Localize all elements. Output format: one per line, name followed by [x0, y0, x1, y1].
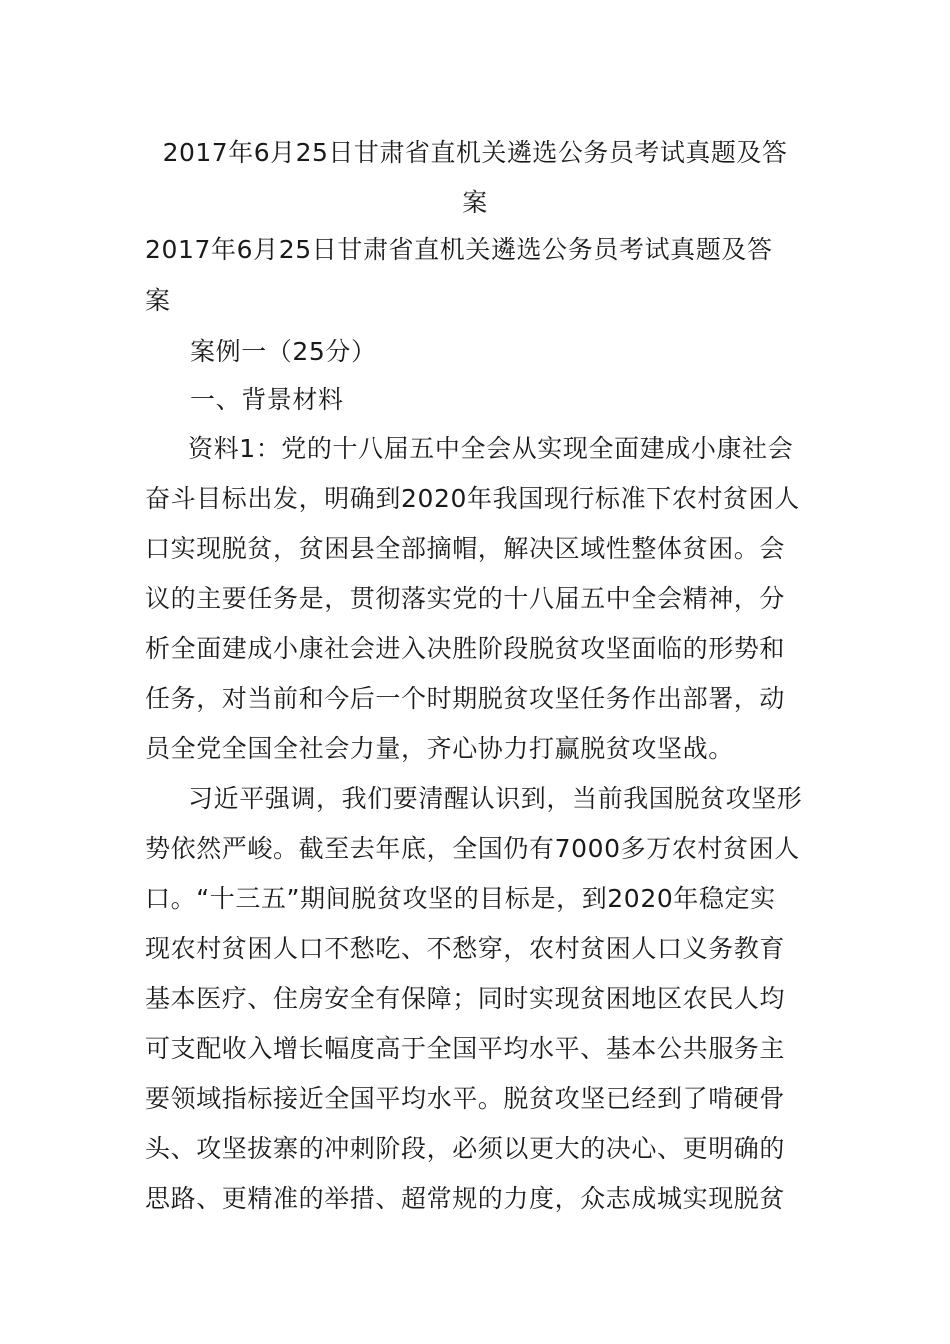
section-case-heading: 案例一（25分）: [190, 337, 377, 366]
paragraph-line: 现农村贫困人口不愁吃、不愁穿，农村贫困人口义务教育: [145, 934, 786, 963]
paragraph-line: 任务，对当前和今后一个时期脱贫攻坚任务作出部署，动: [145, 684, 786, 713]
paragraph-line: 奋斗目标出发，明确到2020年我国现行标准下农村贫困人: [145, 484, 800, 513]
section-background-heading: 一、背景材料: [190, 385, 344, 414]
paragraph-line: 议的主要任务是，贯彻落实党的十八届五中全会精神，分: [145, 584, 786, 613]
document-title: [140, 128, 810, 228]
paragraph-line: 习近平强调，我们要清醒认识到，当前我国脱贫攻坚形: [188, 784, 803, 813]
title-repeat-line-2: 案: [145, 286, 171, 315]
paragraph-line: 口实现脱贫，贫困县全部摘帽，解决区域性整体贫困。会: [145, 534, 786, 563]
title-line-2: 案: [462, 188, 488, 217]
paragraph-line: 资料1：党的十八届五中全会从实现全面建成小康社会: [188, 434, 794, 463]
paragraph-line: 口。“十三五”期间脱贫攻坚的目标是，到2020年稳定实: [145, 884, 776, 913]
paragraph-line: 势依然严峻。截至去年底，全国仍有7000多万农村贫困人: [145, 834, 800, 863]
paragraph-line: 要领域指标接近全国平均水平。脱贫攻坚已经到了啃硬骨: [145, 1084, 786, 1113]
paragraph-line: 头、攻坚拔寨的冲刺阶段，必须以更大的决心、更明确的: [145, 1134, 786, 1163]
paragraph-line: 员全党全国全社会力量，齐心协力打赢脱贫攻坚战。: [145, 734, 734, 763]
paragraph-line: 可支配收入增长幅度高于全国平均水平、基本公共服务主: [145, 1034, 786, 1063]
paragraph-line: 析全面建成小康社会进入决胜阶段脱贫攻坚面临的形势和: [145, 634, 786, 663]
paragraph-line: 基本医疗、住房安全有保障；同时实现贫困地区农民人均: [145, 984, 786, 1013]
paragraph-line: 思路、更精准的举措、超常规的力度，众志成城实现脱贫: [145, 1184, 786, 1213]
title-line-1: 2017年6月25日甘肃省直机关遴选公务员考试真题及答: [162, 138, 788, 167]
title-repeat-line-1: 2017年6月25日甘肃省直机关遴选公务员考试真题及答: [145, 235, 773, 264]
